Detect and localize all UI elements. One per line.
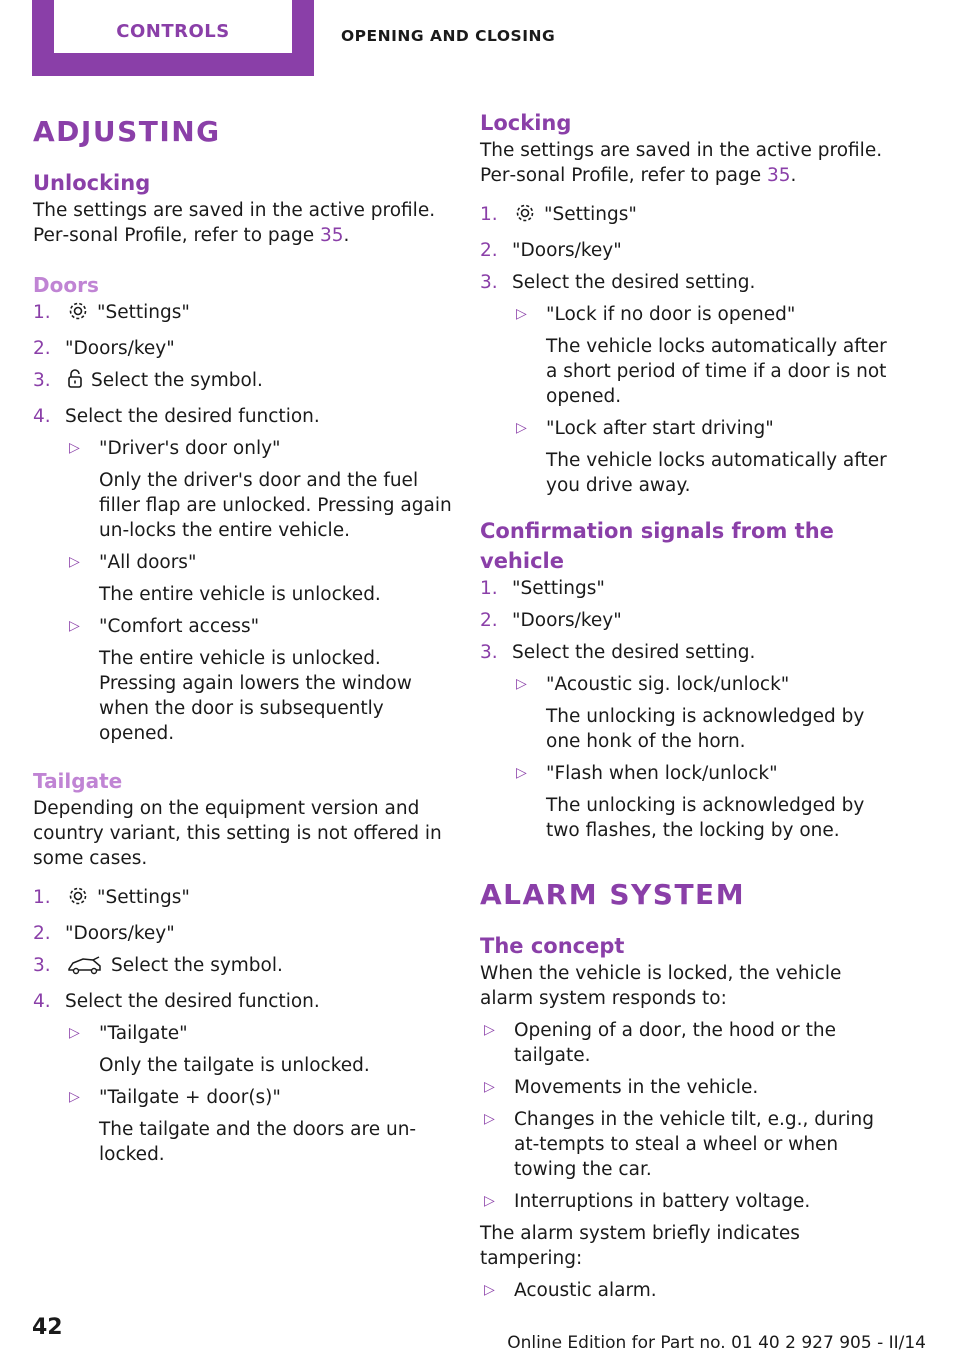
- list-item: 3. Select the desired setting. ▷ "Lock if no door is opened" The vehicle locks automatically after a short period of time if a door is not opened. ▷ "Lock after start driving" The vehicle locks automatically after you drive away.: [480, 270, 900, 498]
- triangle-bullet-icon: ▷: [69, 1089, 80, 1105]
- list-item: 2. "Doors/key": [480, 240, 622, 261]
- list-item: ▷ Interruptions in battery voltage.: [484, 1191, 811, 1212]
- gear-icon: [67, 885, 89, 914]
- locking-intro: The settings are saved in the active profile. Per‐sonal Profile, refer to page 35.: [480, 140, 883, 186]
- unlocking-intro: The settings are saved in the active profile. Per‐sonal Profile, refer to page 35.: [33, 200, 436, 246]
- list-item: 3. Select the symbol.: [33, 953, 453, 982]
- alarm-responds-list: [480, 1018, 900, 1214]
- triangle-bullet-icon: ▷: [484, 1193, 495, 1209]
- alarm-indications-list: [480, 1278, 900, 1303]
- left-column: [33, 100, 453, 1181]
- doors-steps: [33, 300, 453, 746]
- list-item: 3. Select the desired setting. ▷ "Acoustic sig. lock/unlock" The unlocking is acknowledged by one honk of the horn. ▷ "Flash when lock/unlock" The unlocking is acknowledged by two flashes, the locking by one.: [480, 640, 900, 843]
- list-item: ▷ Changes in the vehicle tilt, e.g., during at‐tempts to steal a wheel or when towing the car.: [484, 1109, 874, 1180]
- edition-text: Online Edition for Part no. 01 40 2 927 905 - II/14: [507, 1333, 926, 1353]
- list-item: 4. Select the desired function. ▷ "Tailgate" Only the tailgate is unlocked. ▷ "Tailgate + door(s)" The tailgate and the doors are un‐locked.: [33, 989, 453, 1167]
- confirmation-options: [512, 672, 900, 843]
- right-column: [480, 108, 900, 1317]
- triangle-bullet-icon: ▷: [516, 765, 527, 781]
- triangle-bullet-icon: ▷: [69, 618, 80, 634]
- doors-options: [65, 436, 453, 746]
- list-item: ▷ "Tailgate + door(s)" The tailgate and the doors are un‐locked.: [69, 1087, 417, 1165]
- triangle-bullet-icon: ▷: [484, 1282, 495, 1298]
- list-item: 1. "Settings": [480, 202, 900, 231]
- list-item: ▷ Movements in the vehicle.: [484, 1077, 759, 1098]
- tailgate-options: [65, 1021, 453, 1167]
- triangle-bullet-icon: ▷: [516, 676, 527, 692]
- section-title: OPENING AND CLOSING: [341, 27, 556, 45]
- locking-steps: [480, 202, 900, 498]
- list-item: ▷ Opening of a door, the hood or the tailgate.: [484, 1020, 836, 1066]
- page-reference-link[interactable]: 35: [767, 165, 791, 186]
- gear-icon: [67, 300, 89, 329]
- triangle-bullet-icon: ▷: [69, 1025, 80, 1041]
- triangle-bullet-icon: ▷: [69, 440, 80, 456]
- list-item: ▷ Acoustic alarm.: [484, 1280, 657, 1301]
- tailgate-intro: Depending on the equipment version and country variant, this setting is not offered in some cases.: [33, 798, 442, 869]
- concept-heading: The concept: [480, 934, 625, 958]
- list-item: 3. Select the symbol.: [33, 368, 453, 397]
- list-item: 2. "Doors/key": [480, 610, 622, 631]
- list-item: ▷ "Tailgate" Only the tailgate is unlocked.: [69, 1023, 370, 1076]
- triangle-bullet-icon: ▷: [484, 1111, 495, 1127]
- triangle-bullet-icon: ▷: [484, 1079, 495, 1095]
- page-reference-link[interactable]: 35: [320, 225, 344, 246]
- tailgate-steps: [33, 885, 453, 1167]
- list-item: 4. Select the desired function. ▷ "Driver's door only" Only the driver's door and the fuel filler flap are unlocked. Pressing again un‐locks the entire vehicle. ▷ "All doors" The entire vehicle is unlocked. ▷ "Comfort access" The entire vehicle is unlocked. Pressing again lowers the window when the door is subsequently opened.: [33, 406, 452, 744]
- locking-options: [512, 302, 900, 498]
- list-item: 1. "Settings": [33, 300, 453, 329]
- list-item: 1. "Settings": [480, 578, 605, 599]
- list-item: 1. "Settings": [33, 885, 453, 914]
- tailgate-heading: Tailgate: [33, 769, 123, 793]
- triangle-bullet-icon: ▷: [516, 306, 527, 322]
- lock-icon: [67, 368, 83, 397]
- doors-heading: Doors: [33, 273, 99, 297]
- adjusting-title: ADJUSTING: [33, 115, 221, 148]
- page-number: 42: [32, 1315, 63, 1340]
- gear-icon: [514, 202, 536, 231]
- alarm-system-title: ALARM SYSTEM: [480, 878, 746, 911]
- locking-heading: Locking: [480, 111, 572, 135]
- list-item: ▷ "Lock if no door is opened" The vehicle locks automatically after a short period of time if a door is not opened.: [516, 304, 887, 407]
- list-item: ▷ "Acoustic sig. lock/unlock" The unlocking is acknowledged by one honk of the horn.: [516, 674, 865, 752]
- confirmation-heading: Confirmation signals from the vehicle: [480, 519, 834, 573]
- list-item: ▷ "Driver's door only" Only the driver's door and the fuel filler flap are unlocked. Pressing again un‐locks the entire vehicle.: [69, 438, 452, 541]
- triangle-bullet-icon: ▷: [516, 420, 527, 436]
- alarm-intro: When the vehicle is locked, the vehicle alarm system responds to:: [480, 963, 842, 1009]
- chapter-tab: [32, 0, 314, 76]
- list-item: 2. "Doors/key": [33, 923, 175, 944]
- triangle-bullet-icon: ▷: [69, 554, 80, 570]
- list-item: ▷ "Lock after start driving" The vehicle locks automatically after you drive away.: [516, 418, 887, 496]
- confirmation-steps: [480, 576, 900, 843]
- list-item: ▷ "All doors" The entire vehicle is unlocked.: [69, 552, 381, 605]
- unlocking-heading: Unlocking: [33, 171, 151, 195]
- triangle-bullet-icon: ▷: [484, 1022, 495, 1038]
- list-item: ▷ "Comfort access" The entire vehicle is unlocked. Pressing again lowers the window when the door is subsequently opened.: [69, 616, 412, 744]
- chapter-label: CONTROLS: [54, 0, 292, 53]
- list-item: 2. "Doors/key": [33, 338, 175, 359]
- list-item: ▷ "Flash when lock/unlock" The unlocking is acknowledged by two flashes, the locking by one.: [516, 763, 865, 841]
- car-tailgate-icon: [67, 955, 103, 982]
- alarm-indicates: The alarm system briefly indicates tampering:: [480, 1223, 800, 1269]
